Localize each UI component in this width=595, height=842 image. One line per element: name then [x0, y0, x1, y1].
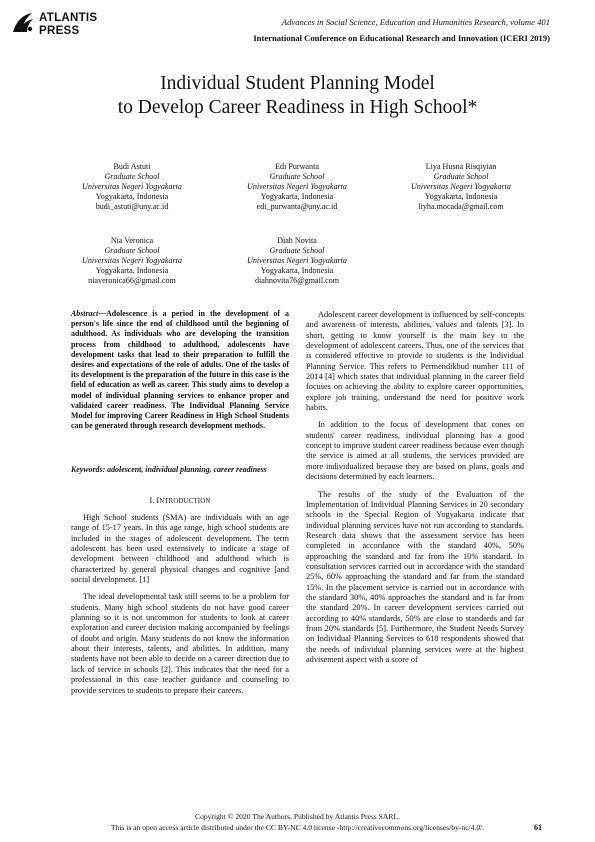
- author-city: Yogyakarta, Indonesia: [95, 266, 169, 275]
- journal-header: Advances in Social Science, Education and Humanities Research, volume 401: [281, 17, 550, 27]
- right-column-body: [306, 310, 524, 665]
- author-univ: Universitas Negeri Yogyakarta: [411, 182, 511, 191]
- author-block: [212, 162, 382, 212]
- logo-line1: ATLANTIS: [39, 12, 98, 24]
- paper-title: [30, 72, 565, 120]
- abstract-text: —Adolescence is a period in the development of a person's life since the end of childhood until the beginning of adulthood. As individuals who are developing the transition process from childhood to adulthood, adolescents have development tasks that lead to their preparation to fulfill the desires and expectations of the role of adults. One of the tasks of its development is the preparation of the future in this case is the field of education as well as career. This study aims to develop a model of individual planning services to enhance proper and validated career readiness. The Individual Planning Service Model for improving Career Readiness in High School Students can be generated through research development methods.: [71, 309, 289, 431]
- atlantis-logo-icon: [10, 10, 36, 36]
- author-block: [47, 236, 217, 286]
- conference-header: International Conference on Educational Research and Innovation (ICERI 2019): [253, 33, 550, 43]
- keywords: Keywords: adolescent, individual planning, career readiness: [71, 465, 267, 474]
- author-dept: Graduate School: [433, 172, 489, 181]
- author-univ: Universitas Negeri Yogyakarta: [82, 256, 182, 265]
- author-name: Nia Veronica: [110, 236, 154, 245]
- author-name: Edi Purwanta: [275, 162, 319, 171]
- body-paragraph: The results of the study of the Evaluation of the Implementation of Individual Planning Services in 20 secondary schools in the Special Region of Yogyakarta indicate that individual planning services have not run according to standards. Research data shows that the assessment service has been completed in accordance with the standard 40%, 50% approaching the standard and far from the 10% standard. In consultation services carried out in accordance with the standard 25%, 60% approaching the standard and far from the standard 15%. In the placement service is carried out in accordance with the standard 30%, 40% approaches the standard and is far from the standard 20%. In career development services carried out according to 40% standards, 50% are close to standards and far from 20% standards [5]. Furthermore, the Student Needs Survey on Individual Planning Services to 618 respondents showed that the needs of individual planning services were at the highest advisement aspect with a score of: [306, 489, 524, 664]
- logo-line2: PRESS: [39, 25, 80, 37]
- author-email: niaveronica66@gmail.com: [88, 276, 176, 285]
- author-city: Yogyakarta, Indonesia: [260, 266, 334, 275]
- section-title-rest: NTRODUCTION: [159, 498, 211, 505]
- author-email: budi_astuti@uny.ac.id: [95, 202, 169, 211]
- body-paragraph: In addition to the focus of development that cones on students' career readiness, individual planning has a good concept to improve student career readiness because even though the service is aimed at all students, the services provided are more individualized because they are based on plans, goals and decisions determined by each learners.: [306, 420, 524, 482]
- copyright-notice: Copyright © 2020 The Authors. Published by Atlantis Press SARL.: [195, 812, 400, 821]
- author-univ: Universitas Negeri Yogyakarta: [247, 256, 347, 265]
- section-number: I.: [149, 496, 155, 505]
- abstract-label: Abstract: [71, 309, 99, 318]
- author-email: liyha.mocada@gmail.com: [418, 202, 504, 211]
- author-email: edi_purwanta@uny.ac.id: [256, 202, 338, 211]
- body-paragraph: High School students (SMA) are individuals with an age range of 15-17 years. In this age range, high school students are included in the stages of adolescent development. The term adolescent has been used extensively to indicate a stage of development between childhood and adulthood which is characterized by general physical changes and cognitive [and social development. [1]: [71, 513, 289, 585]
- page-number: 61: [534, 823, 542, 832]
- author-name: Diah Novita: [277, 236, 317, 245]
- author-dept: Graduate School: [269, 246, 325, 255]
- author-block: [376, 162, 546, 212]
- author-name: Budi Astuti: [113, 162, 151, 171]
- atlantis-press-logo: [10, 10, 120, 40]
- section-heading-introduction: [71, 496, 289, 505]
- author-city: Yogyakarta, Indonesia: [95, 192, 169, 201]
- author-block: [47, 162, 217, 212]
- title-line1: Individual Student Planning Model: [160, 73, 435, 94]
- author-city: Yogyakarta, Indonesia: [424, 192, 498, 201]
- author-univ: Universitas Negeri Yogyakarta: [247, 182, 347, 191]
- section-first-letter: I: [156, 496, 160, 505]
- author-city: Yogyakarta, Indonesia: [260, 192, 334, 201]
- title-line2: to Develop Career Readiness in High School*: [117, 97, 478, 118]
- author-block: [212, 236, 382, 286]
- author-email: diahnovita76@gmail.com: [254, 276, 340, 285]
- author-dept: Graduate School: [104, 246, 160, 255]
- author-univ: Universitas Negeri Yogyakarta: [82, 182, 182, 191]
- author-dept: Graduate School: [269, 172, 325, 181]
- license-notice: This is an open access article distributed under the CC BY-NC 4.0 license -http://creativecommons.org/licenses/by-nc/4.0/.: [110, 823, 485, 832]
- abstract: [71, 309, 289, 431]
- author-name: Liya Husna Risqiyian: [425, 162, 497, 171]
- body-paragraph: Adolescent career development is influenced by self-concepts and awareness of interests, abilities, values and talents [3]. In short, getting to know yourself is the main key to the development of adolescent careers. Thus, one of the services that is considered effective to provide to students is the Individual Planning Service. This refers to Permendikbud number 111 of 2014 [4] which states that individual planning in the career field focuses on achieving the ability to explore career opportunities, explore job training, understand the need for positive work habits.: [306, 310, 524, 413]
- body-paragraph: The ideal developmental task still seems to be a problem for students. Many high school students do not have good career planning so it is not uncommon for students to look at career exploration and career decision making accompanied by feelings of doubt and origin. Many students do not know the information about their interests, talents, and abilities. In addition, many students have not been able to decide on a career direction due to lack of service in schools [2]. This indicates that the need for a professional in this case teacher guidance and counseling to provide services to students to prepare their careers.: [71, 592, 289, 695]
- author-dept: Graduate School: [104, 172, 160, 181]
- intro-body: [71, 513, 289, 696]
